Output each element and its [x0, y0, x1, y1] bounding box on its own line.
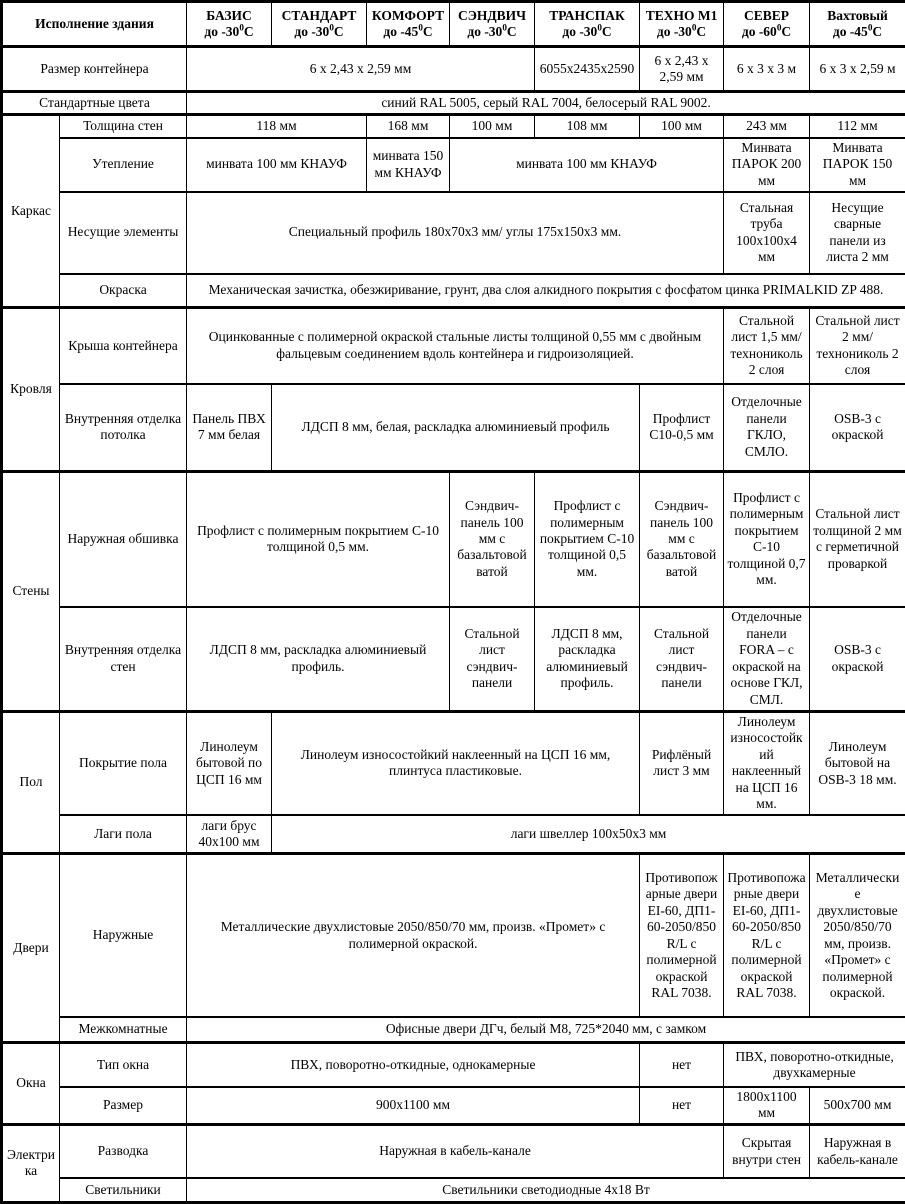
- row-label: Крыша контейнера: [60, 308, 187, 384]
- data-cell: Стальной лист 1,5 мм/технониколь 2 слоя: [724, 308, 810, 384]
- data-cell: 100 мм: [450, 115, 535, 138]
- column-header-vahtovy: [810, 2, 905, 47]
- section-cell-elektrika: Электрика: [2, 1124, 60, 1202]
- data-cell: минвата 100 мм КНАУФ: [187, 138, 367, 192]
- column-header-standart: [272, 2, 367, 47]
- data-cell: Профлист С10-0,5 мм: [640, 384, 724, 472]
- data-cell: Несущие сварные панели из листа 2 мм: [810, 192, 905, 274]
- data-cell: ПВХ, поворотно-откидные, однокамерные: [187, 1043, 640, 1087]
- row-wiring: [2, 1124, 905, 1178]
- data-cell: 6 х 3 х 2,59 м: [810, 47, 905, 92]
- column-name: СТАНДАРТ: [274, 8, 364, 24]
- data-cell: OSB-3 с окраской: [810, 607, 905, 712]
- column-name: БАЗИС: [189, 8, 269, 24]
- row-cladding: [2, 472, 905, 607]
- data-cell: 118 мм: [187, 115, 367, 138]
- section-cell-karkas: Каркас: [2, 115, 60, 308]
- row-outer-doors: [2, 854, 905, 1017]
- data-cell: Противопожарные двери EI-60, ДП1-60-2050/850 R/L с полимерной окраской RAL 7038.: [724, 854, 810, 1017]
- column-temp: до $-30^0С$: [452, 24, 532, 40]
- data-cell: 108 мм: [535, 115, 640, 138]
- row-colors: [2, 92, 905, 115]
- column-header-komfort: [367, 2, 450, 47]
- row-ceiling: [2, 384, 905, 472]
- row-painting: [2, 274, 905, 308]
- data-cell: 6055х2435х2590: [535, 47, 640, 92]
- row-roof: [2, 308, 905, 384]
- data-cell: Стальной лист сэндвич-панели: [450, 607, 535, 712]
- data-cell: 243 мм: [724, 115, 810, 138]
- row-label: Наружные: [60, 854, 187, 1017]
- data-cell: Наружная в кабель-канале: [187, 1124, 724, 1178]
- row-floor-cover: [2, 712, 905, 815]
- row-lights: [2, 1178, 905, 1202]
- section-cell-steny: Стены: [2, 472, 60, 712]
- row-label: Утепление: [60, 138, 187, 192]
- row-size: [2, 47, 905, 92]
- data-cell: Сэндвич-панель 100 мм с базальтовой ватой: [640, 472, 724, 607]
- data-cell: Панель ПВХ 7 мм белая: [187, 384, 272, 472]
- data-cell: 100 мм: [640, 115, 724, 138]
- data-cell: ЛДСП 8 мм, раскладка алюминиевый профиль.: [187, 607, 450, 712]
- section-cell-pol: Пол: [2, 712, 60, 854]
- row-label: Тип окна: [60, 1043, 187, 1087]
- data-cell: Офисные двери ДГч, белый М8, 725*2040 мм, с замком: [187, 1017, 905, 1043]
- data-cell: синий RAL 5005, серый RAL 7004, белосерый RAL 9002.: [187, 92, 905, 115]
- column-header-tehno-m1: [640, 2, 724, 47]
- row-inner-doors: [2, 1017, 905, 1043]
- column-temp: до $-45^0С$: [812, 24, 903, 40]
- column-header-bazis: [187, 2, 272, 47]
- data-cell: OSB-3 с окраской: [810, 384, 905, 472]
- data-cell: Наружная в кабель-канале: [810, 1124, 905, 1178]
- row-floor-joists: [2, 815, 905, 854]
- column-temp: до $-30^0С$: [537, 24, 637, 40]
- row-frame-elements: [2, 192, 905, 274]
- data-cell: 6 х 2,43 х 2,59 мм: [187, 47, 535, 92]
- section-cell-krovlya: Кровля: [2, 308, 60, 472]
- data-cell: Стальной лист 2 мм/технониколь 2 слоя: [810, 308, 905, 384]
- data-cell: Металлические двухлистовые 2050/850/70 мм, произв. «Промет» с полимерной окраской.: [810, 854, 905, 1017]
- section-cell-dveri: Двери: [2, 854, 60, 1043]
- row-label: Внутренняя отделка стен: [60, 607, 187, 712]
- data-cell: Оцинкованные с полимерной окраской стальные листы толщиной 0,55 мм с двойным фальцевым соединением вдоль контейнера и гидроизоляцией.: [187, 308, 724, 384]
- data-cell: Стальная труба 100х100х4 мм: [724, 192, 810, 274]
- data-cell: нет: [640, 1043, 724, 1087]
- data-cell: минвата 100 мм КНАУФ: [450, 138, 724, 192]
- data-cell: Механическая зачистка, обезжиривание, грунт, два слоя алкидного покрытия с фосфатом цинка PRIMALKID ZP 488.: [187, 274, 905, 308]
- data-cell: Минвата ПАРОК 200 мм: [724, 138, 810, 192]
- data-cell: Противопожарные двери EI-60, ДП1-60-2050/850 R/L с полимерной окраской RAL 7038.: [640, 854, 724, 1017]
- data-cell: Минвата ПАРОК 150 мм: [810, 138, 905, 192]
- data-cell: 1800х1100 мм: [724, 1087, 810, 1124]
- data-cell: Металлические двухлистовые 2050/850/70 мм, произв. «Промет» с полимерной окраской.: [187, 854, 640, 1017]
- data-cell: Отделочные панели ГКЛО, СМЛО.: [724, 384, 810, 472]
- data-cell: ЛДСП 8 мм, белая, раскладка алюминиевый профиль: [272, 384, 640, 472]
- column-temp: до $-30^0С$: [189, 24, 269, 40]
- column-temp: до $-60^0С$: [726, 24, 807, 40]
- data-cell: Линолеум износостойкий наклеенный на ЦСП 16 мм, плинтуса пластиковые.: [272, 712, 640, 815]
- row-label: Стандартные цвета: [2, 92, 187, 115]
- column-name: Вахтовый: [812, 8, 903, 24]
- row-label: Несущие элементы: [60, 192, 187, 274]
- data-cell: минвата 150 мм КНАУФ: [367, 138, 450, 192]
- row-label: Лаги пола: [60, 815, 187, 854]
- header-row: [2, 2, 905, 47]
- data-cell: Линолеум бытовой по ЦСП 16 мм: [187, 712, 272, 815]
- data-cell: Стальной лист сэндвич-панели: [640, 607, 724, 712]
- data-cell: 168 мм: [367, 115, 450, 138]
- row-wall-thickness: [2, 115, 905, 138]
- data-cell: нет: [640, 1087, 724, 1124]
- data-cell: 112 мм: [810, 115, 905, 138]
- data-cell: Сэндвич-панель 100 мм с базальтовой ватой: [450, 472, 535, 607]
- data-cell: Скрытая внутри стен: [724, 1124, 810, 1178]
- data-cell: Светильники светодиодные 4х18 Вт: [187, 1178, 905, 1202]
- row-window-type: [2, 1043, 905, 1087]
- data-cell: 6 х 2,43 х 2,59 мм: [640, 47, 724, 92]
- column-header-sandwich: [450, 2, 535, 47]
- column-temp: до $-30^0С$: [274, 24, 364, 40]
- data-cell: Профлист с полимерным покрытием С-10 толщиной 0,5 мм.: [535, 472, 640, 607]
- row-label: Наружная обшивка: [60, 472, 187, 607]
- column-header-sever: [724, 2, 810, 47]
- column-name: СЕВЕР: [726, 8, 807, 24]
- column-name: СЭНДВИЧ: [452, 8, 532, 24]
- section-cell-okna: Окна: [2, 1043, 60, 1124]
- data-cell: Профлист с полимерным покрытием С-10 толщиной 0,7 мм.: [724, 472, 810, 607]
- column-header-transpak: [535, 2, 640, 47]
- data-cell: Стальной лист толщиной 2 мм с герметичной проваркой: [810, 472, 905, 607]
- row-label: Межкомнатные: [60, 1017, 187, 1043]
- row-label: Внутренняя отделка потолка: [60, 384, 187, 472]
- data-cell: Линолеум износостойкий наклеенный на ЦСП 16 мм.: [724, 712, 810, 815]
- data-cell: Линолеум бытовой на OSB-3 18 мм.: [810, 712, 905, 815]
- row-label: Покрытие пола: [60, 712, 187, 815]
- column-temp: до $-30^0С$: [642, 24, 721, 40]
- data-cell: 900х1100 мм: [187, 1087, 640, 1124]
- data-cell: лаги швеллер 100х50х3 мм: [272, 815, 905, 854]
- data-cell: ЛДСП 8 мм, раскладка алюминиевый профиль.: [535, 607, 640, 712]
- row-label: Размер контейнера: [2, 47, 187, 92]
- row-label: Окраска: [60, 274, 187, 308]
- row-label: Светильники: [60, 1178, 187, 1202]
- row-label: Толщина стен: [60, 115, 187, 138]
- row-insulation: [2, 138, 905, 192]
- row-label: Размер: [60, 1087, 187, 1124]
- column-name: ТРАНСПАК: [537, 8, 637, 24]
- data-cell: Рифлёный лист 3 мм: [640, 712, 724, 815]
- data-cell: 500х700 мм: [810, 1087, 905, 1124]
- data-cell: Специальный профиль 180х70х3 мм/ углы 175х150х3 мм.: [187, 192, 724, 274]
- column-name: КОМФОРТ: [369, 8, 447, 24]
- row-label: Разводка: [60, 1124, 187, 1178]
- data-cell: 6 х 3 х 3 м: [724, 47, 810, 92]
- data-cell: Отделочные панели FORA – с окраской на основе ГКЛ, СМЛ.: [724, 607, 810, 712]
- data-cell: лаги брус 40х100 мм: [187, 815, 272, 854]
- corner-title: Исполнение здания: [2, 2, 187, 47]
- row-inner-walls: [2, 607, 905, 712]
- data-cell: Профлист с полимерным покрытием С-10 толщиной 0,5 мм.: [187, 472, 450, 607]
- data-cell: ПВХ, поворотно-откидные, двухкамерные: [724, 1043, 905, 1087]
- column-name: ТЕХНО М1: [642, 8, 721, 24]
- row-window-size: [2, 1087, 905, 1124]
- column-temp: до $-45^0С$: [369, 24, 447, 40]
